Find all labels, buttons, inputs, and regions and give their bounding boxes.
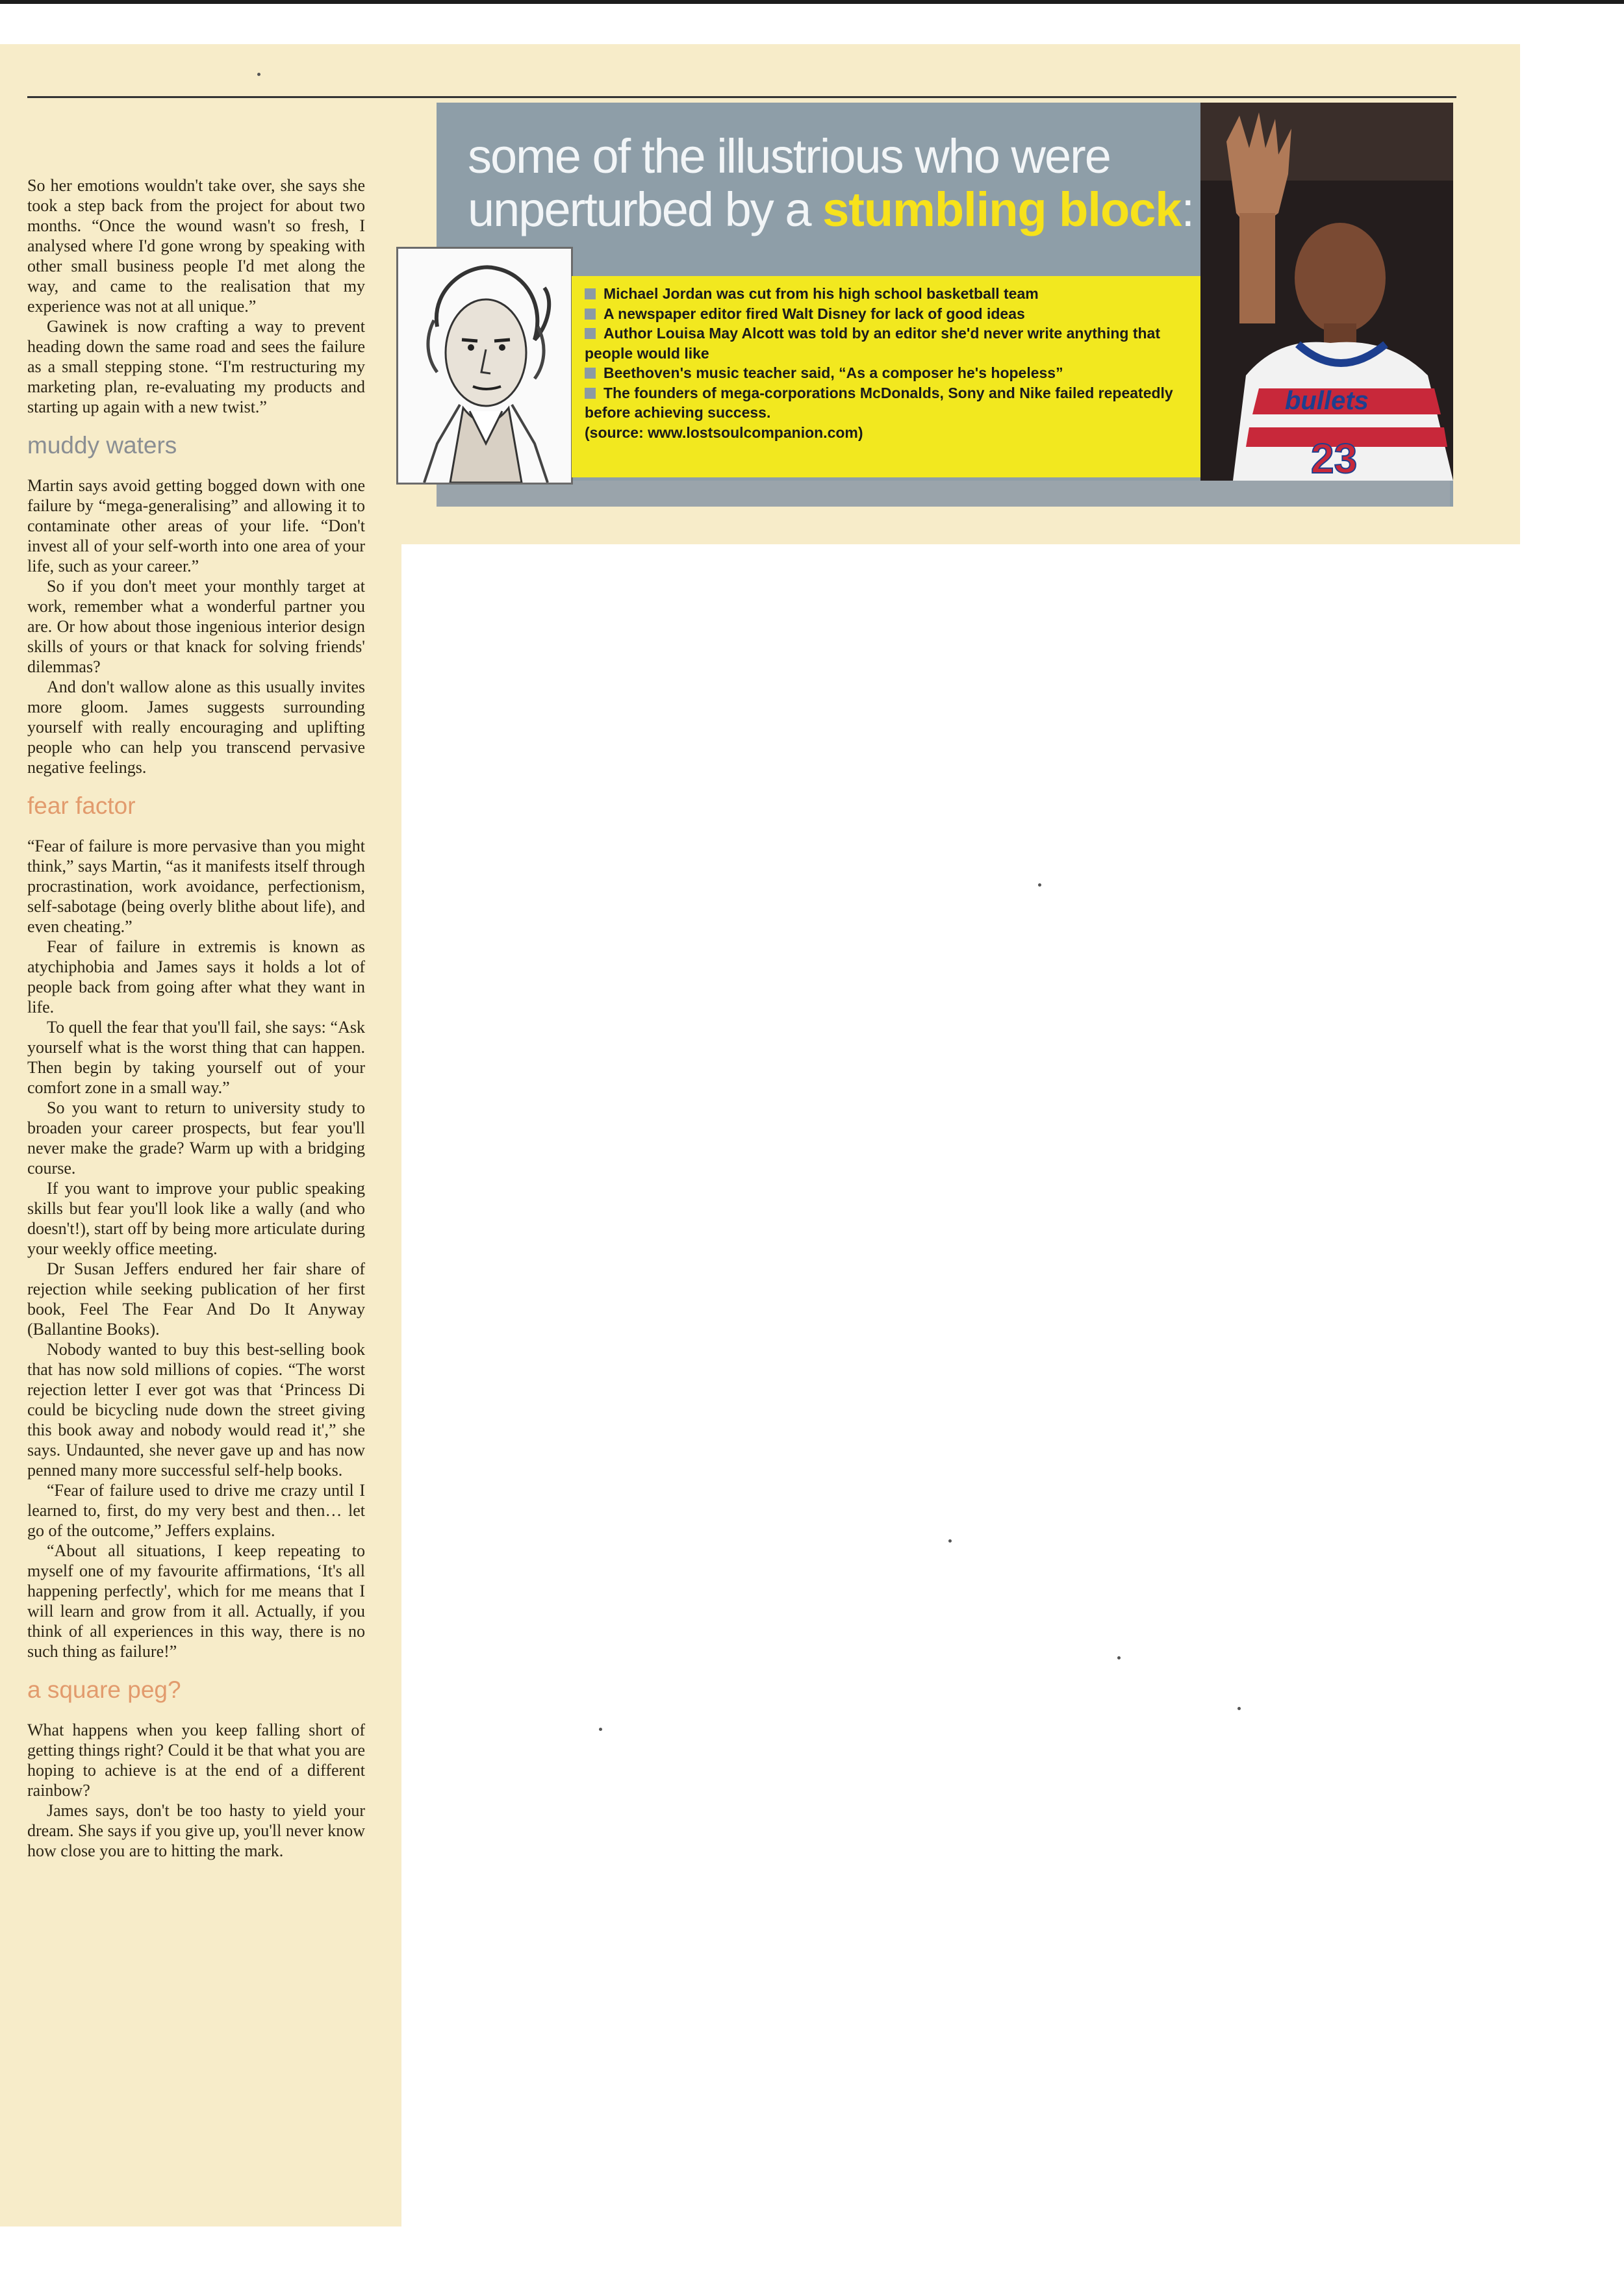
- sidebar-title: [468, 130, 1195, 236]
- fact-text: Michael Jordan was cut from his high school basketball team: [603, 285, 1039, 302]
- sidebar-panel-footer: [437, 481, 1450, 507]
- fact-item: [585, 323, 1187, 363]
- fact-item: [585, 304, 1187, 324]
- sidebar-title-colon: :: [1181, 183, 1194, 236]
- bullet-square-icon: [585, 288, 596, 299]
- body-paragraph: To quell the fear that you'll fail, she says: “Ask yourself what is the worst thing that can happen. Then begin by taking yourself out of your comfort zone in a small way.”: [27, 1018, 365, 1097]
- fact-text: The founders of mega-corporations McDonalds, Sony and Nike failed repeatedly before achieving success.: [585, 384, 1173, 421]
- michael-jordan-photo: [1200, 103, 1453, 481]
- body-paragraph: If you want to improve your public speaking skills but fear you'll look like a wally (and who doesn't!), start off by being more articulate during your weekly office meeting.: [27, 1179, 365, 1258]
- body-paragraph: So you want to return to university study to broaden your career prospects, but fear you'll never make the grade? Warm up with a bridging course.: [27, 1098, 365, 1178]
- fact-item: [585, 284, 1187, 304]
- body-paragraph: Dr Susan Jeffers endured her fair share of rejection while seeking publication of her first book, Feel The Fear And Do It Anyway (Ballantine Books).: [27, 1259, 365, 1339]
- fact-text: A newspaper editor fired Walt Disney for lack of good ideas: [603, 305, 1025, 322]
- body-paragraph: James says, don't be too hasty to yield your dream. She says if you give up, you'll never know how close you are to hitting the mark.: [27, 1801, 365, 1860]
- article-column: [27, 175, 365, 1861]
- body-paragraph: “About all situations, I keep repeating to myself one of my favourite affirmations, ‘It's all happening perfectly', which for me means that I will learn and grow from it all. Actually, if you think of all experiences in this way, there is no such thing as failure!”: [27, 1541, 365, 1661]
- beethoven-portrait: [396, 247, 573, 485]
- body-paragraph: Martin says avoid getting bogged down with one failure by “mega-generalising” and allowing it to contaminate other areas of your life. “Don't invest all of your self-worth into one area of your life, such as your career.”: [27, 476, 365, 575]
- fact-item: [585, 363, 1187, 383]
- sidebar-title-text: some of the illustrious who were unperturbed by a: [468, 129, 1110, 236]
- section-heading: a square peg?: [27, 1676, 181, 1703]
- scan-top-edge: [0, 0, 1624, 4]
- facts-list: [572, 276, 1200, 423]
- body-paragraph: Fear of failure in extremis is known as atychiphobia and James says it holds a lot of people back from going after what they want in life.: [27, 937, 365, 1016]
- bullet-square-icon: [585, 328, 596, 339]
- body-paragraph: So if you don't meet your monthly target at work, remember what a wonderful partner you are. Or how about those ingenious interior design skills of yours or that knack for solving friends' dilemmas?: [27, 577, 365, 676]
- jersey-number: 23: [1311, 435, 1358, 481]
- body-paragraph: So her emotions wouldn't take over, she says she took a step back from the project for about two months. “Once the wound wasn't so fresh, I analysed where I'd gone wrong by speaking with other small business people I'd met along the way, and came to the realisation that my experience was not at all unique.”: [27, 176, 365, 316]
- sidebar-title-highlight: stumbling block: [822, 183, 1182, 236]
- jersey-text: bullets: [1285, 386, 1369, 415]
- body-paragraph: “Fear of failure is more pervasive than you might think,” says Martin, “as it manifests itself through procrastination, work avoidance, perfectionism, self-sabotage (being overly blithe about life), and even cheating.”: [27, 837, 365, 936]
- fact-item: [585, 383, 1187, 423]
- body-paragraph: What happens when you keep falling short of getting things right? Could it be that what you are hoping to achieve is at the end of a different rainbow?: [27, 1721, 365, 1800]
- bullet-square-icon: [585, 309, 596, 320]
- fact-text: Beethoven's music teacher said, “As a composer he's hopeless”: [603, 364, 1063, 381]
- basketball-player-icon: [1200, 103, 1453, 481]
- top-rule: [27, 96, 1456, 98]
- body-paragraph: Nobody wanted to buy this best-selling book that has now sold millions of copies. “The worst rejection letter I ever got was that ‘Princess Di could be bicycling nude down the street giving this book away and nobody would read it',” she says. Undaunted, she never gave up and has now penned many more successful self-help books.: [27, 1340, 365, 1480]
- body-paragraph: “Fear of failure used to drive me crazy until I learned to, first, do my very best and then… let go of the outcome,” Jeffers explains.: [27, 1481, 365, 1540]
- fact-text: Author Louisa May Alcott was told by an editor she'd never write anything that people would like: [585, 325, 1160, 362]
- bullet-square-icon: [585, 388, 596, 399]
- facts-box: [572, 276, 1200, 477]
- section-heading: fear factor: [27, 792, 136, 819]
- bullet-square-icon: [585, 368, 596, 379]
- section-heading: muddy waters: [27, 432, 177, 459]
- body-paragraph: And don't wallow alone as this usually invites more gloom. James suggests surrounding yourself with really encouraging and uplifting people who can help you transcend pervasive negative feelings.: [27, 677, 365, 777]
- body-paragraph: Gawinek is now crafting a way to prevent heading down the same road and sees the failure as a small stepping stone. “I'm restructuring my marketing plan, re-evaluating my products and starting up again with a new twist.”: [27, 317, 365, 416]
- portrait-sketch-icon: [398, 249, 571, 483]
- facts-source: (source: www.lostsoulcompanion.com): [585, 423, 863, 441]
